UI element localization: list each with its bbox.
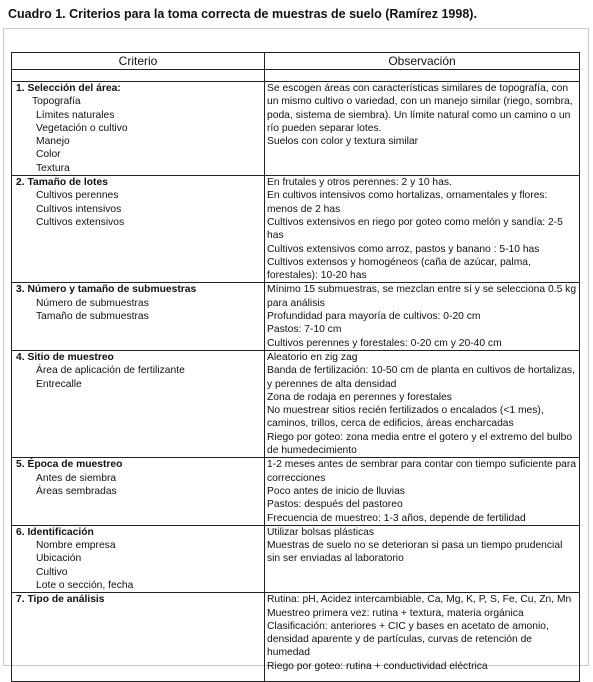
spacer-row [12,70,580,82]
observacion-cell [265,283,580,350]
criterio-item: Lote o sección, fecha [36,579,134,591]
table-row [12,525,580,592]
criterio-item: Color [36,149,61,161]
criterio-cell [12,176,265,283]
observation-text: Suelos con color y textura similar [267,136,419,148]
criterio-item: Cultivos perennes [36,190,119,202]
observacion-cell [265,458,580,525]
sampling-criteria-table [11,52,580,682]
criterio-item: Topografía [32,96,81,108]
observation-text: No muestrear sitios recién fertilizados o encalados (<1 mes), caminos, trillos, cerca de edificios, áreas encharcadas [267,405,544,430]
section-title: 4. Sitio de muestreo [16,351,114,363]
criterio-item: Entrecalle [36,378,82,390]
criterio-cell [12,350,265,457]
observation-text: En frutales y otros perennes: 2 y 10 has. [267,177,452,189]
table-row [12,458,580,525]
criterio-cell [12,525,265,592]
criterio-item: Área de aplicación de fertilizante [36,365,185,377]
observation-text: Cultivos perennes y forestales: 0-20 cm y 20-40 cm [267,337,502,349]
criterio-item: Nombre empresa [36,540,116,552]
section-title: 3. Número y tamaño de submuestras [16,284,197,296]
observacion-cell [265,525,580,592]
observation-text: Poco antes de inicio de lluvias [267,485,405,497]
table-row [12,350,580,457]
column-header-criterio: Criterio [12,53,265,70]
column-header-observacion: Observación [265,53,580,70]
criterio-item: Cultivo [36,566,68,578]
table-row [12,176,580,283]
table-row [12,593,580,682]
section-title: 1. Selección del área: [16,83,121,94]
criterio-item: Vegetación o cultivo [36,122,128,134]
table-row [12,283,580,350]
criterio-item: Número de submuestras [36,297,149,309]
criterio-item: Antes de siembra [36,472,117,484]
criterio-item: Manejo [36,136,70,148]
observation-text: Banda de fertilización: 10-50 cm de planta en cultivos de hortalizas, y perennes de alta densidad [267,365,575,390]
observation-text: Rutina: pH, Acidez intercambiable, Ca, Mg, K, P, S, Fe, Cu, Zn, Mn [267,594,572,606]
observation-text: Riego por goteo: rutina + conductividad eléctrica [267,660,488,672]
observation-text: Muestreo primera vez: rutina + textura, materia orgánica [267,607,524,619]
observation-text: Clasificación: anteriores + CIC y bases en acetato de amonio, densidad aparente y de partículas, curvas de retención de humedad [267,620,549,659]
observation-text: Riego por goteo: zona media entre el gotero y el extremo del bulbo de humedecimiento [267,431,573,457]
observacion-cell [265,176,580,283]
criterio-item: Cultivos extensivos [36,216,125,228]
criterio-item: Textura [36,162,70,174]
section-title: 5. Época de muestreo [16,459,123,471]
observation-text: Profundidad para mayoría de cultivos: 0-20 cm [267,311,481,323]
observation-text: Cultivos extensivos como arroz, pastos y banano : 5-10 has [267,243,540,255]
observation-text: Cultivos extensivos en riego por goteo como melón y sandía: 2-5 has [267,216,563,242]
observacion-cell [265,350,580,457]
observation-text: Mínimo 15 submuestras, se mezclan entre sí y se selecciona 0.5 kg para análisis [267,284,577,309]
observation-text: Aleatorio en zig zag [267,351,358,363]
observation-text: Pastos: después del pastoreo [267,499,403,511]
observation-text: Zona de rodaja en perennes y forestales [267,391,452,403]
table-caption: Cuadro 1. Criterios para la toma correcta de muestras de suelo (Ramírez 1998). [8,7,477,21]
section-title: 2. Tamaño de lotes [16,177,108,189]
criterio-cell [12,283,265,350]
observation-text: 1-2 meses antes de sembrar para contar con tiempo suficiente para correcciones [267,459,577,484]
observacion-cell [265,593,580,682]
section-title: 7. Tipo de análisis [16,594,105,606]
header-row [12,53,580,70]
observation-text: Frecuencia de muestreo: 1-3 años, depende de fertilidad [267,512,526,524]
criterio-item: Límites naturales [36,109,115,121]
criterio-cell [12,82,265,176]
criterio-cell [12,458,265,525]
criterio-item: Tamaño de submuestras [36,311,149,323]
observation-text: Se escogen áreas con características similares de topografía, con un mismo cultivo o variedad, con un manejo similar (riego, sombra, poda, sistema de siembra). Un límite natural como un camino o un río pueden separar lotes. [267,83,573,134]
criterio-item: Ubicación [36,553,82,565]
criterio-cell [12,593,265,682]
criterio-item: Cultivos intensivos [36,203,122,215]
observation-text: Muestras de suelo no se deterioran si pasa un tiempo prudencial sin ser enviadas al laboratorio [267,540,563,565]
observation-text: Utilizar bolsas plásticas [267,526,375,538]
observation-text: Pastos: 7-10 cm [267,324,342,336]
section-title: 6. Identificación [16,526,94,538]
observation-text: Cultivos extensos y homogéneos (caña de azúcar, palma, forestales): 10-20 has [267,256,531,282]
observation-text: En cultivos intensivos como hortalizas, ornamentales y flores: menos de 2 has [267,190,548,215]
observacion-cell [265,82,580,176]
table-row [12,82,580,176]
criterio-item: Áreas sembradas [36,485,117,497]
